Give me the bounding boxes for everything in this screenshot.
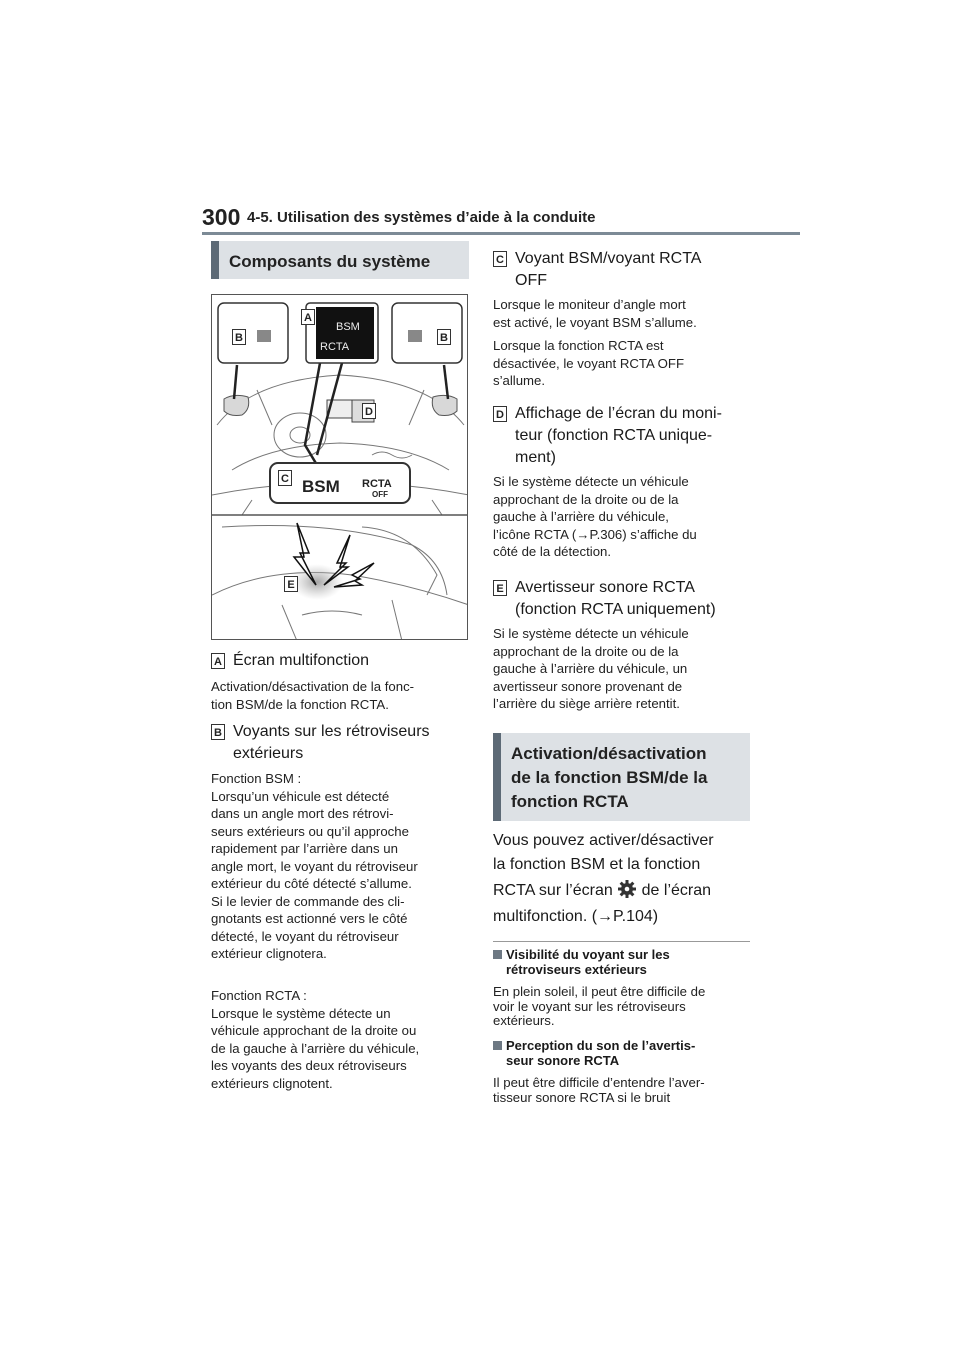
section-heading-activation: Activation/désactivation de la fonction BSM/de la fonction RCTA [493,733,750,821]
item-c-body-1: Lorsque le moniteur d’angle mort est activé, le voyant BSM s’allume. [493,297,697,330]
figure-label-a: A [301,309,315,325]
figure-label-b-left: B [232,329,246,345]
badge-b: B [211,724,225,740]
header-rule [202,232,800,235]
figure-label-e: E [284,576,298,592]
bullet-square-icon [493,1041,502,1050]
item-c-title-line2: OFF [515,272,547,289]
figure-label-d: D [362,403,376,419]
item-a-title-block [211,650,469,672]
item-b-title-line2: extérieurs [233,745,304,762]
item-b-body-bsm: Fonction BSM : Lorsqu’un véhicule est détecté dans un angle mort des rétrovi- seurs extérieurs ou qu’il approche rapidement par l’arrière dans un angle mort, le voyant du rétroviseur extérieur du côté détecté s’allume. Si le levier de commande des cli- gnotants est actionné vers le côté détecté, le voyant du rétroviseur extérieur clignotera. [211,771,418,961]
badge-a: A [211,653,225,669]
badge-c: C [493,251,507,267]
item-c-body-2: Lorsque la fonction RCTA est désactivée, le voyant RCTA OFF s’allume. [493,338,685,388]
figure-label-b-right: B [437,329,451,345]
item-d-title-line1: Affichage de l’écran du moni- [515,405,722,422]
item-e-title-line2: (fonction RCTA uniquement) [515,601,716,618]
screen-rcta-text: RCTA [320,341,350,353]
screen-bsm-text: BSM [336,321,360,333]
item-a-title: Écran multifonction [233,652,370,669]
item-c-title-block [493,248,751,292]
page-number: 300 [202,204,241,230]
indicator-bsm-text: BSM [302,477,340,496]
bullet-square-icon [493,950,502,959]
notes-divider [493,941,750,942]
indicator-rcta-text: RCTA [362,478,392,490]
item-e-title-line1: Avertisseur sonore RCTA [515,579,695,596]
note-sound-title: Perception du son de l’avertis- seur sonore RCTA [493,1039,751,1068]
note-visibility-body: En plein soleil, il peut être difficile de voir le voyant sur les rétroviseurs extérieurs. [493,984,706,1028]
item-b-body-rcta: Fonction RCTA : Lorsque le système détecte un véhicule approchant de la droite ou de la gauche à l’arrière du véhicule, les voyants des deux rétroviseurs extérieurs clignotent. [211,988,420,1091]
dashboard-illustration [212,295,468,640]
item-e-body: Si le système détecte un véhicule approchant de la droite ou de la gauche à l’arrière du véhicule, un avertisseur sonore provenant de l’arrière du siège arrière retentit. [493,626,689,711]
item-c-title-line1: Voyant BSM/voyant RCTA [515,250,702,267]
note-sound-body: Il peut être difficile d’entendre l’aver- tisseur sonore RCTA si le bruit [493,1075,705,1105]
item-b-title-line1: Voyants sur les rétroviseurs [233,723,430,740]
item-d-title-line3: ment) [515,449,556,466]
badge-d: D [493,406,507,422]
item-e-title-block [493,577,751,621]
item-b-title-block [211,721,469,765]
badge-e: E [493,580,507,596]
chapter-title: 4-5. Utilisation des systèmes d’aide à la conduite [247,209,596,226]
system-illustration [211,294,468,640]
gear-icon [617,879,637,899]
activation-paragraph: Vous pouvez activer/désactiver la fonction BSM et la fonction RCTA sur l’écran de l’écran multifonction. (→P.104) [493,832,714,925]
item-a-body: Activation/désactivation de la fonc- tion BSM/de la fonction RCTA. [211,679,415,712]
section-heading-components: Composants du système [211,241,469,279]
item-d-title-line2: teur (fonction RCTA unique- [515,427,713,444]
figure-label-c: C [278,470,292,486]
item-d-body: Si le système détecte un véhicule approchant de la droite ou de la gauche à l’arrière du véhicule, l’icône RCTA (→P.306) s’affiche du côté de la détection. [493,474,697,559]
note-visibility-title: Visibilité du voyant sur les rétroviseurs extérieurs [493,948,751,977]
indicator-off-text: OFF [372,490,388,499]
item-d-title-block [493,403,751,469]
